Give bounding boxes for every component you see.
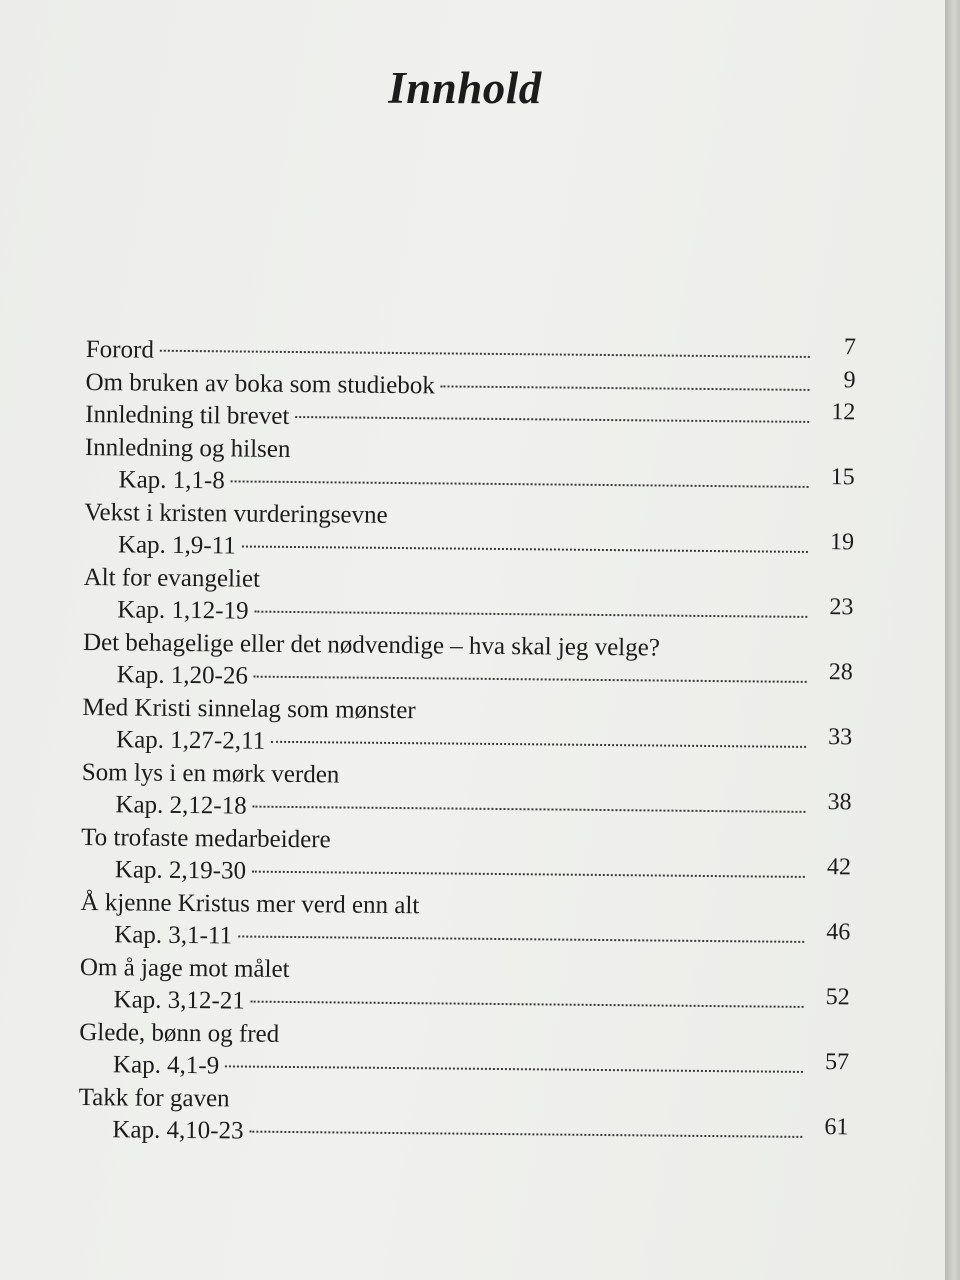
toc-entry-chapter: Kap. 2,12-18 <box>115 791 247 820</box>
toc-entry-title: Om bruken av boka som studiebok <box>85 368 435 399</box>
toc-entry-title: Innledning til brevet <box>85 400 290 430</box>
toc-entry-chapter: Kap. 4,10-23 <box>112 1116 244 1145</box>
toc-entry <box>79 951 850 1023</box>
toc-entry <box>80 886 851 958</box>
table-of-contents <box>78 334 856 1154</box>
toc-page-number: 57 <box>824 1049 850 1076</box>
toc-entry-title: Som lys i en mørk verden <box>81 758 340 788</box>
toc-entry <box>78 1081 849 1153</box>
toc-page-number: 61 <box>824 1114 849 1141</box>
toc-entry-title: Med Kristi sinnelag som mønster <box>82 693 416 724</box>
toc-entry-title: Glede, bønn og fred <box>79 1018 280 1048</box>
toc-entry-title: Det behagelige eller det nødvendige – hva skal jeg velge? <box>82 628 661 662</box>
toc-entry-title: Om å jage mot målet <box>79 953 290 983</box>
toc-page-number: 7 <box>843 334 857 361</box>
dot-leader <box>441 385 810 391</box>
toc-entry <box>84 431 855 503</box>
toc-entry <box>83 626 854 698</box>
toc-page-number: 19 <box>829 529 855 556</box>
toc-entry-title: Forord <box>85 335 155 364</box>
toc-entry-chapter: Kap. 1,9-11 <box>117 531 236 560</box>
dot-leader <box>242 546 808 553</box>
toc-entry <box>79 1016 850 1088</box>
toc-entry-title: Å kjenne Kristus mer verd enn alt <box>80 888 420 919</box>
toc-entry <box>81 756 852 828</box>
dot-leader <box>254 676 807 683</box>
toc-entry <box>83 561 854 633</box>
page-title: Innhold <box>388 63 542 113</box>
toc-entry-title: To trofaste medarbeidere <box>81 823 331 853</box>
dot-leader <box>255 611 808 618</box>
toc-page-number: 9 <box>843 366 856 393</box>
toc-entry-title: Innledning og hilsen <box>84 433 291 463</box>
toc-page-number: 38 <box>827 789 852 816</box>
toc-entry <box>84 496 855 568</box>
toc-entry <box>81 821 852 893</box>
toc-entry-chapter: Kap. 1,27-2,11 <box>115 726 266 755</box>
toc-entry-chapter: Kap. 3,1-11 <box>114 921 233 950</box>
toc-page-number: 12 <box>831 399 856 426</box>
toc-entry-chapter: Kap. 1,1-8 <box>118 466 225 495</box>
toc-page-number: 52 <box>825 984 850 1011</box>
dot-leader <box>231 480 809 488</box>
dot-leader <box>160 350 810 358</box>
dot-leader <box>238 935 804 942</box>
toc-entry-chapter: Kap. 4,1-9 <box>112 1051 220 1080</box>
toc-page-number: 42 <box>826 854 852 881</box>
dot-leader <box>252 871 805 878</box>
dot-leader <box>225 1065 803 1073</box>
toc-page-number: 46 <box>826 919 851 946</box>
toc-entry-chapter: Kap. 1,12-19 <box>117 596 249 625</box>
dot-leader <box>295 416 809 423</box>
toc-entry-chapter: Kap. 3,12-21 <box>113 986 245 1015</box>
page-edge <box>945 0 960 1280</box>
dot-leader <box>250 1131 803 1138</box>
dot-leader <box>253 806 806 813</box>
toc-entry-chapter: Kap. 2,19-30 <box>114 856 247 885</box>
toc-entry-title: Vekst i kristen vurderingsevne <box>84 498 388 529</box>
toc-page-number: 33 <box>828 724 853 751</box>
dot-leader <box>271 741 806 748</box>
toc-entry-title: Alt for evangeliet <box>83 563 261 593</box>
toc-entry <box>82 691 853 763</box>
toc-entry-chapter: Kap. 1,20-26 <box>116 661 249 690</box>
toc-page-number: 15 <box>830 464 855 491</box>
toc-entry-title: Takk for gaven <box>78 1083 230 1112</box>
toc-page-number: 23 <box>829 594 854 621</box>
toc-page-number: 28 <box>828 659 853 686</box>
dot-leader <box>251 1001 804 1008</box>
